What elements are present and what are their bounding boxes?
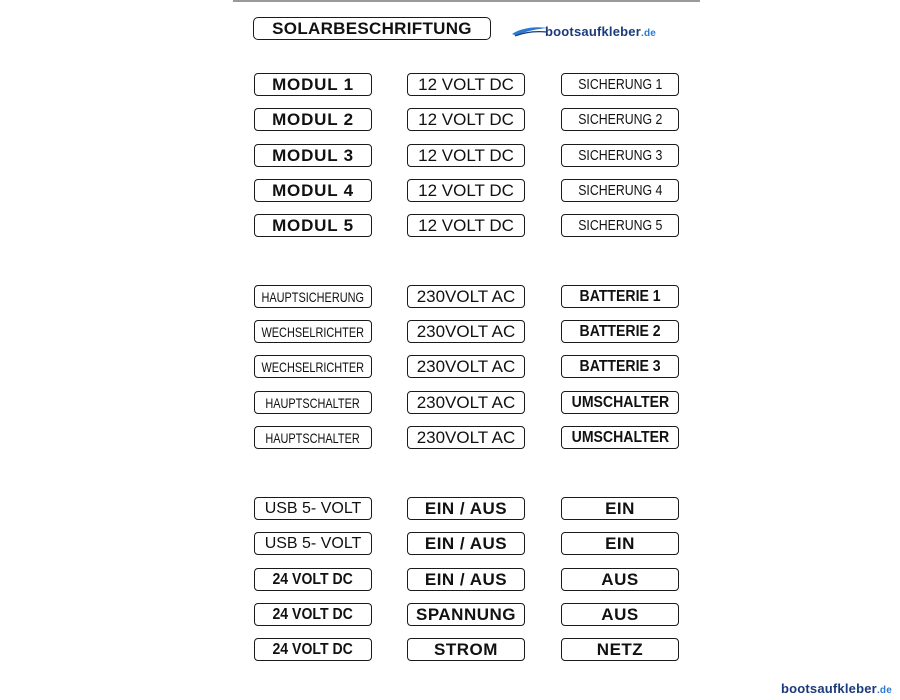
label-box [407,532,525,555]
label-text: EIN [605,498,635,518]
label-text: WECHSELRICHTER [261,323,365,340]
label-box [407,214,525,237]
label-box [254,603,372,626]
label-box [561,320,679,343]
label-text: 230VOLT AC [416,356,516,376]
label-box [561,144,679,167]
label-box [407,320,525,343]
label-text: MODUL 1 [272,74,354,94]
label-box [407,144,525,167]
footer-logo-tld-text: .de [876,685,892,696]
label-box [561,603,679,626]
label-box [254,355,372,378]
label-text: 230VOLT AC [416,286,516,306]
label-text: 12 VOLT DC [418,74,514,94]
page-title-text: SOLARBESCHRIFTUNG [272,18,472,38]
label-box [561,73,679,96]
label-text: HAUPTSCHALTER [265,394,361,411]
label-box [561,391,679,414]
label-text: NETZ [596,639,644,659]
label-box [254,179,372,202]
label-box [561,638,679,661]
label-box [561,285,679,308]
label-box [561,179,679,202]
label-text: SPANNUNG [415,604,517,624]
label-text: USB 5- VOLT [264,499,362,517]
label-text: UMSCHALTER [571,393,669,411]
label-text: 230VOLT AC [416,321,516,341]
brand-logo [511,20,691,42]
label-box [407,391,525,414]
label-box [407,426,525,449]
label-box [254,320,372,343]
label-box [254,144,372,167]
label-box [407,179,525,202]
label-box [254,497,372,520]
label-box [407,108,525,131]
label-text: MODUL 5 [272,215,354,235]
label-text: STROM [434,639,498,659]
label-box [254,391,372,414]
label-text: BATTERIE 1 [579,287,661,305]
label-box [407,568,525,591]
label-box [407,638,525,661]
label-text: HAUPTSCHALTER [265,429,361,446]
boat-swoosh-icon [511,24,549,38]
label-box [561,426,679,449]
label-box [561,108,679,131]
label-text: AUS [601,604,639,624]
label-text: 12 VOLT DC [418,109,514,129]
footer-logo-rest-text: aufkleber [817,681,877,696]
top-divider [233,0,700,2]
label-text: SICHERUNG 4 [577,182,663,199]
label-box [254,108,372,131]
label-box [254,73,372,96]
page-title [253,17,491,40]
label-text: 24 VOLT DC [272,570,354,588]
label-box [407,603,525,626]
label-text: MODUL 4 [272,180,354,200]
label-box [561,532,679,555]
label-text: EIN / AUS [424,569,508,589]
label-box [561,568,679,591]
label-text: HAUPTSICHERUNG [261,288,365,305]
label-box [254,638,372,661]
footer-brand-logo [781,681,892,696]
label-box [407,73,525,96]
label-text: SICHERUNG 5 [577,217,663,234]
logo-rest-text: aufkleber [581,23,641,39]
label-text: USB 5- VOLT [264,534,362,552]
label-text: 12 VOLT DC [418,180,514,200]
label-text: UMSCHALTER [571,428,669,446]
label-box [254,532,372,555]
label-box [254,426,372,449]
label-text: BATTERIE 2 [579,322,661,340]
label-text: EIN / AUS [424,533,508,553]
label-text: EIN [605,533,635,553]
label-text: 12 VOLT DC [418,145,514,165]
label-text: EIN / AUS [424,498,508,518]
label-text: 24 VOLT DC [272,605,354,623]
logo-tld-text: .de [641,27,657,39]
label-box [254,568,372,591]
label-text: MODUL 2 [272,109,354,129]
label-box [561,355,679,378]
label-text: BATTERIE 3 [579,357,661,375]
label-box [561,497,679,520]
label-box [254,214,372,237]
logo-boots-text: boots [545,23,582,39]
label-text: SICHERUNG 2 [577,111,663,128]
label-text: WECHSELRICHTER [261,358,365,375]
label-text: AUS [601,569,639,589]
label-text: MODUL 3 [272,145,354,165]
label-box [407,355,525,378]
label-text: 230VOLT AC [416,392,516,412]
label-text: 230VOLT AC [416,427,516,447]
footer-logo-boots-text: boots [780,681,818,696]
label-text: 12 VOLT DC [418,215,514,235]
label-box [407,497,525,520]
label-box [254,285,372,308]
label-text: SICHERUNG 1 [577,76,663,93]
label-text: SICHERUNG 3 [577,147,663,164]
label-text: 24 VOLT DC [272,640,354,658]
label-box [561,214,679,237]
label-box [407,285,525,308]
